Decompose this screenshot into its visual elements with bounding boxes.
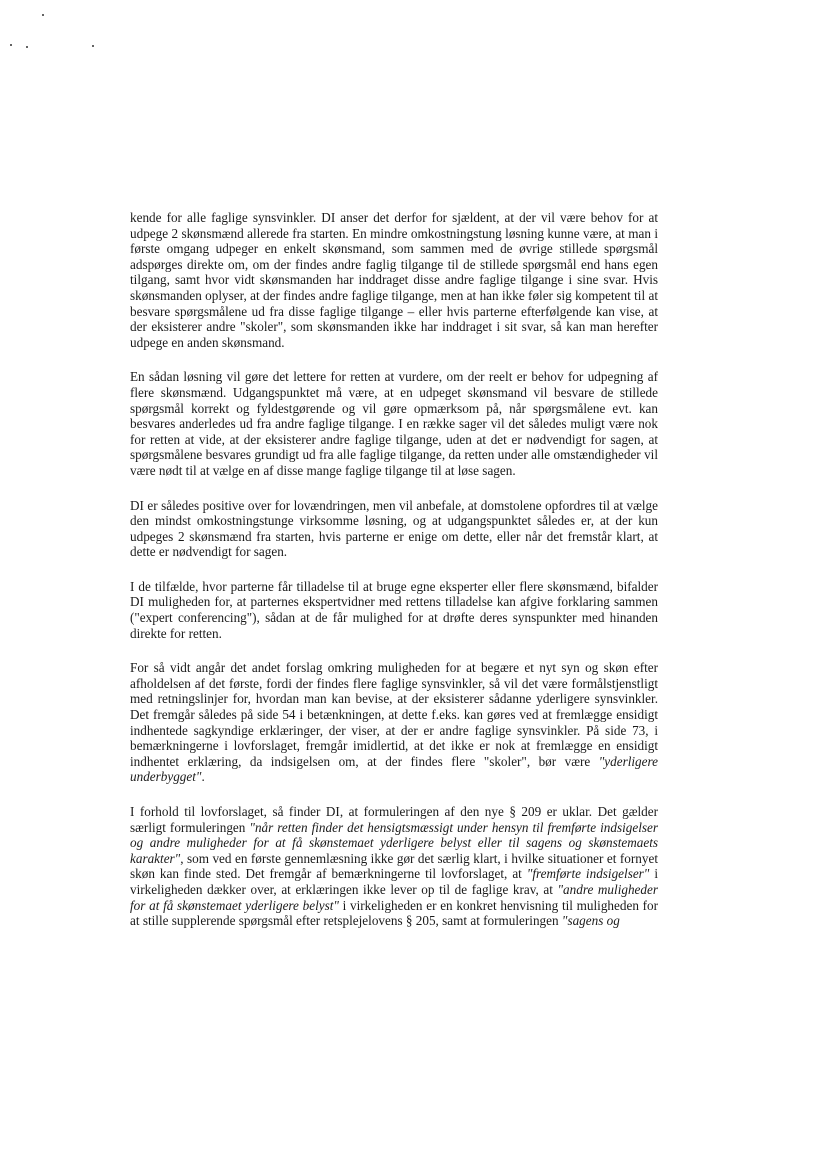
paragraph-text: kende for alle faglige synsvinkler. DI anser det derfor for sjældent, at der vil være behov for at udpege 2 skønsmænd allerede fra starten. En mindre omkostningstung løsning kunne være, at man i første omgang udpeger en enkelt skønsmand, som sammen med de øvrige stillede spørgsmål adspørges direkte om, om der findes andre faglig tilgange til de stillede spørgsmål end hans egen tilgang, samt hvor vidt skønsmanden har inddraget disse andre faglige tilgange i sine svar. Hvis skønsmanden oplyser, at der findes andre faglige tilgange, men at han ikke føler sig kompetent til at besvare spørgsmålene ud fra disse faglige tilgange – eller hvis parterne efterfølgende kan vise, at der eksisterer andre "skoler", som skønsmanden ikke har inddraget i sit svar, så kan man herefter udpege en anden skønsmand. [130, 210, 658, 350]
paragraph-text: i virkeligheden er en konkret henvisning til muligheden for at stille supplerende spørgsmål efter retsplejelovens § 205, samt at formuleringen [130, 897, 658, 929]
paragraph [130, 498, 658, 560]
paragraph-text: DI er således positive over for lovændringen, men vil anbefale, at domstolene opfordres til at vælge den mindst omkostningstunge virksomme løsning, og at udgangspunktet således er, at der kun udpeges 2 skønsmænd fra starten, hvis parterne er enige om dette, eller når det fremstår klart, at dette er nødvendigt for sagen. [130, 497, 658, 560]
paragraph-text: For så vidt angår det andet forslag omkring muligheden for at begære et nyt syn og skøn efter afholdelsen af det første, fordi der findes flere faglige synsvinkler, så vil det være formålstjenstligt med retningslinjer for, hvordan man kan bevise, at der eksisterer sådanne yderligere synsvinkler. Det fremgår således på side 54 i betænkningen, at dette f.eks. kan gøres ved at fremlægge ensidigt indhentede sagkyndige erklæringer, der viser, at der er andre faglige synsvinkler. På side 73, i bemærkningerne i lovforslaget, fremgår imidlertid, at det ikke er nok at fremlægge en ensidigt indhentet erklæring, da indsigelsen om, at der findes flere "skoler", bør være [130, 660, 658, 769]
paragraph [130, 660, 658, 785]
quoted-phrase: "sagens og [561, 913, 620, 929]
paragraph [130, 579, 658, 641]
paragraph-text: En sådan løsning vil gøre det lettere for retten at vurdere, om der reelt er behov for udpegning af flere skønsmænd. Udgangspunktet må være, at en udpeget skønsmand vil besvare de stillede spørgsmål korrekt og fyldestgørende og vil gøre opmærksom på, når spørgsmålene evt. kan besvares anderledes ud fra andre faglige tilgange. I en række sager vil det således muligt være nok for retten at vide, at der eksisterer andre faglige tilgange, uden at det er nødvendigt for sagen, at spørgsmålene besvares grundigt ud fra alle faglige tilgange, da retten under alle omstændigheder vil være nødt til at vælge en af disse mange faglige tilgange til at løse sagen. [130, 369, 658, 478]
paragraph-text: I forhold til lovforslaget, så finder DI, at formuleringen af den nye § 209 er uklar. Det gælder særligt formuleringen [130, 804, 658, 835]
quoted-phrase: "yderligere underbygget" [130, 753, 658, 785]
scan-speck [92, 45, 94, 47]
paragraph [130, 804, 658, 929]
quoted-phrase: "når retten finder det hensigtsmæssigt under hensyn til fremførte indsigelser og andre muligheder for at få skønstemaet yderligere belyst eller til sagens og skønstemaets karakter" [130, 819, 658, 866]
scan-speck [10, 44, 12, 46]
paragraph [130, 369, 658, 478]
scan-speck [26, 46, 28, 48]
paragraph [130, 210, 658, 350]
scan-speck [42, 14, 44, 16]
paragraph-text: , som ved en første gennemlæsning ikke gør det særlig klart, i hvilke situationer et fornyet skøn kan finde sted. Det fremgår af bemærkningerne til lovforslaget, at [130, 850, 658, 882]
paragraph-text: i virkeligheden dækker over, at erklæringen ikke lever op til de faglige krav, at [130, 866, 659, 897]
paragraph-text: . [201, 769, 205, 785]
letter-body [130, 210, 658, 929]
paragraph-text: I de tilfælde, hvor parterne får tilladelse til at bruge egne eksperter eller flere skønsmænd, bifalder DI muligheden for, at parternes ekspertvidner med rettens tilladelse kan afgive forklaring sammen ("expert conferencing"), sådan at de får mulighed for at drøfte deres synspunkter med hinanden direkte for retten. [130, 578, 658, 641]
quoted-phrase: "fremførte indsigelser" [526, 866, 650, 882]
quoted-phrase: "andre muligheder for at få skønstemaet yderligere belyst" [130, 881, 658, 913]
